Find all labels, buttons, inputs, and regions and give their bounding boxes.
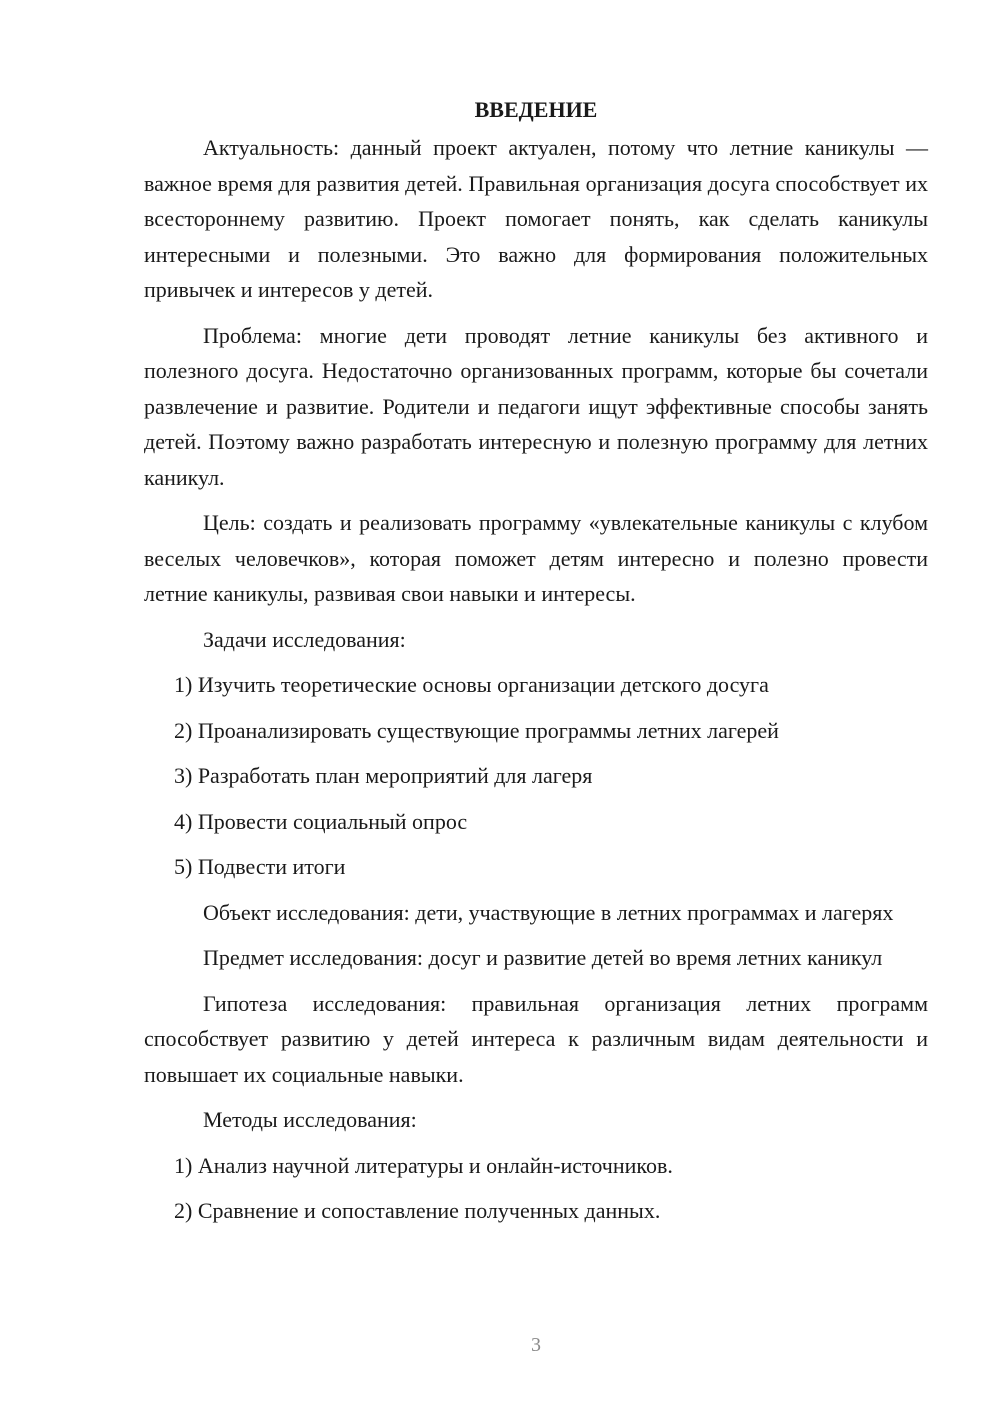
object-paragraph: Объект исследования: дети, участвующие в летних программах и лагерях: [203, 899, 894, 925]
hypothesis-paragraph: Гипотеза исследования: правильная организация летних программ способствует развитию у детей интереса к различным видам деятельности и повышает их социальные навыки.: [144, 990, 928, 1087]
list-item: 2) Сравнение и сопоставление полученных данных.: [174, 1198, 661, 1223]
methods-list: [144, 1148, 928, 1229]
list-item: 3) Разработать план мероприятий для лагеря: [174, 763, 593, 788]
list-item: 1) Изучить теоретические основы организации детского досуга: [174, 672, 769, 697]
page-title: ВВЕДЕНИЕ: [474, 97, 598, 122]
tasks-list: [144, 667, 928, 885]
tasks-heading: Задачи исследования:: [203, 626, 406, 652]
list-item: 2) Проанализировать существующие программы летних лагерей: [174, 717, 779, 743]
relevance-paragraph: Актуальность: данный проект актуален, потому что летние каникулы — важное время для развития детей. Правильная организация досуга способствует их всестороннему развитию. Проект помогает понять, как сделать каникулы интересными и полезными. Это важно для формирования положительных привычек и интересов у детей.: [144, 135, 928, 302]
list-item: 1) Анализ научной литературы и онлайн-источников.: [174, 1152, 673, 1178]
document-page: [144, 92, 928, 1239]
goal-paragraph: Цель: создать и реализовать программу «увлекательные каникулы с клубом веселых человечков», которая поможет детям интересно и полезно провести летние каникулы, развивая свои навыки и интересы.: [144, 510, 928, 606]
list-item: 5) Подвести итоги: [174, 854, 346, 879]
list-item: 4) Провести социальный опрос: [174, 808, 468, 834]
page-number: 3: [531, 1334, 541, 1356]
problem-paragraph: Проблема: многие дети проводят летние каникулы без активного и полезного досуга. Недостаточно организованных программ, которые бы сочетали развлечение и развитие. Родители и педагоги ищут эффективные способы занять детей. Поэтому важно разработать интересную и полезную программу для летних каникул.: [144, 322, 928, 490]
subject-paragraph: Предмет исследования: досуг и развитие детей во время летних каникул: [203, 945, 883, 970]
methods-heading: Методы исследования:: [203, 1107, 417, 1132]
